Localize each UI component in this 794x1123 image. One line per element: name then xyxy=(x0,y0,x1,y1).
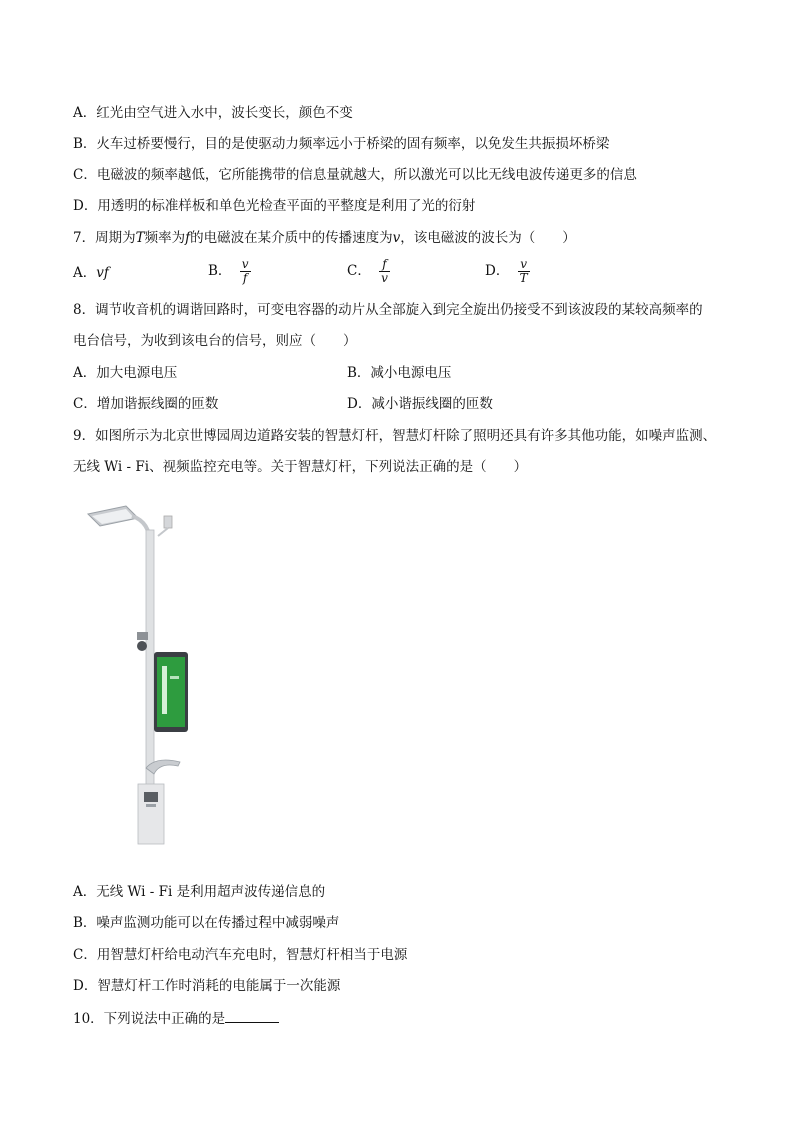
q9-option-c: C．用智慧灯杆给电动汽车充电时，智慧灯杆相当于电源 xyxy=(73,947,408,963)
fraction-v-over-f: $\frac{v}{f}$ xyxy=(241,257,249,285)
q10-stem: 10．下列说法中正确的是 xyxy=(73,1008,279,1029)
fraction-v-over-t: $\frac{v}{T}$ xyxy=(519,257,528,285)
smart-lamp-pole-image xyxy=(80,500,190,846)
q7-option-a: A．vf xyxy=(73,265,109,281)
q7-option-c: C． $\frac{f}{v}$ xyxy=(347,257,388,285)
q7-var-t: T xyxy=(135,230,145,246)
q8-stem-line2: 电台信号，为收到该电台的信号，则应（ ） xyxy=(73,333,357,349)
fraction-f-over-v: $\frac{f}{v}$ xyxy=(381,257,388,285)
q6-option-a: A．红光由空气进入水中，波长变长，颜色不变 xyxy=(73,105,353,121)
q8-option-d: D．减小谐振线圈的匝数 xyxy=(347,396,493,412)
q8-stem-line1: 8．调节收音机的调谐回路时，可变电容器的动片从全部旋入到完全旋出仍接受不到该波段的某较高频率的 xyxy=(73,302,703,318)
q9-option-d: D．智慧灯杆工作时消耗的电能属于一次能源 xyxy=(73,978,341,994)
q8-option-a: A．加大电源电压 xyxy=(73,365,178,381)
q7-stem: 7．周期为T频率为f的电磁波在某介质中的传播速度为v，该电磁波的波长为（ ） xyxy=(73,230,576,246)
q6-option-b: B．火车过桥要慢行，目的是使驱动力频率远小于桥梁的固有频率，以免发生共振损坏桥梁 xyxy=(73,136,610,152)
q7-var-v: v xyxy=(392,230,401,246)
q9-option-a: A．无线 Wi - Fi 是利用超声波传递信息的 xyxy=(73,884,326,900)
q9-stem-line1: 9．如图所示为北京世博园周边道路安装的智慧灯杆，智慧灯杆除了照明还具有许多其他功能，如噪声监测、 xyxy=(73,428,717,444)
q6-option-c: C．电磁波的频率越低，它所能携带的信息量就越大，所以激光可以比无线电波传递更多的信息 xyxy=(73,167,637,183)
q7-var-f: f xyxy=(185,230,191,246)
q6-option-d: D．用透明的标准样板和单色光检查平面的平整度是利用了光的衍射 xyxy=(73,198,476,214)
q8-option-b: B．减小电源电压 xyxy=(347,365,452,381)
q8-option-c: C．增加谐振线圈的匝数 xyxy=(73,396,219,412)
answer-blank[interactable] xyxy=(225,1008,279,1023)
q7-option-b: B． $\frac{v}{f}$ xyxy=(208,257,249,285)
q9-stem-line2: 无线 Wi - Fi、视频监控充电等。关于智慧灯杆，下列说法正确的是（ ） xyxy=(73,459,528,475)
q9-option-b: B．噪声监测功能可以在传播过程中减弱噪声 xyxy=(73,915,340,931)
q7-option-d: D． $\frac{v}{T}$ xyxy=(485,257,528,285)
